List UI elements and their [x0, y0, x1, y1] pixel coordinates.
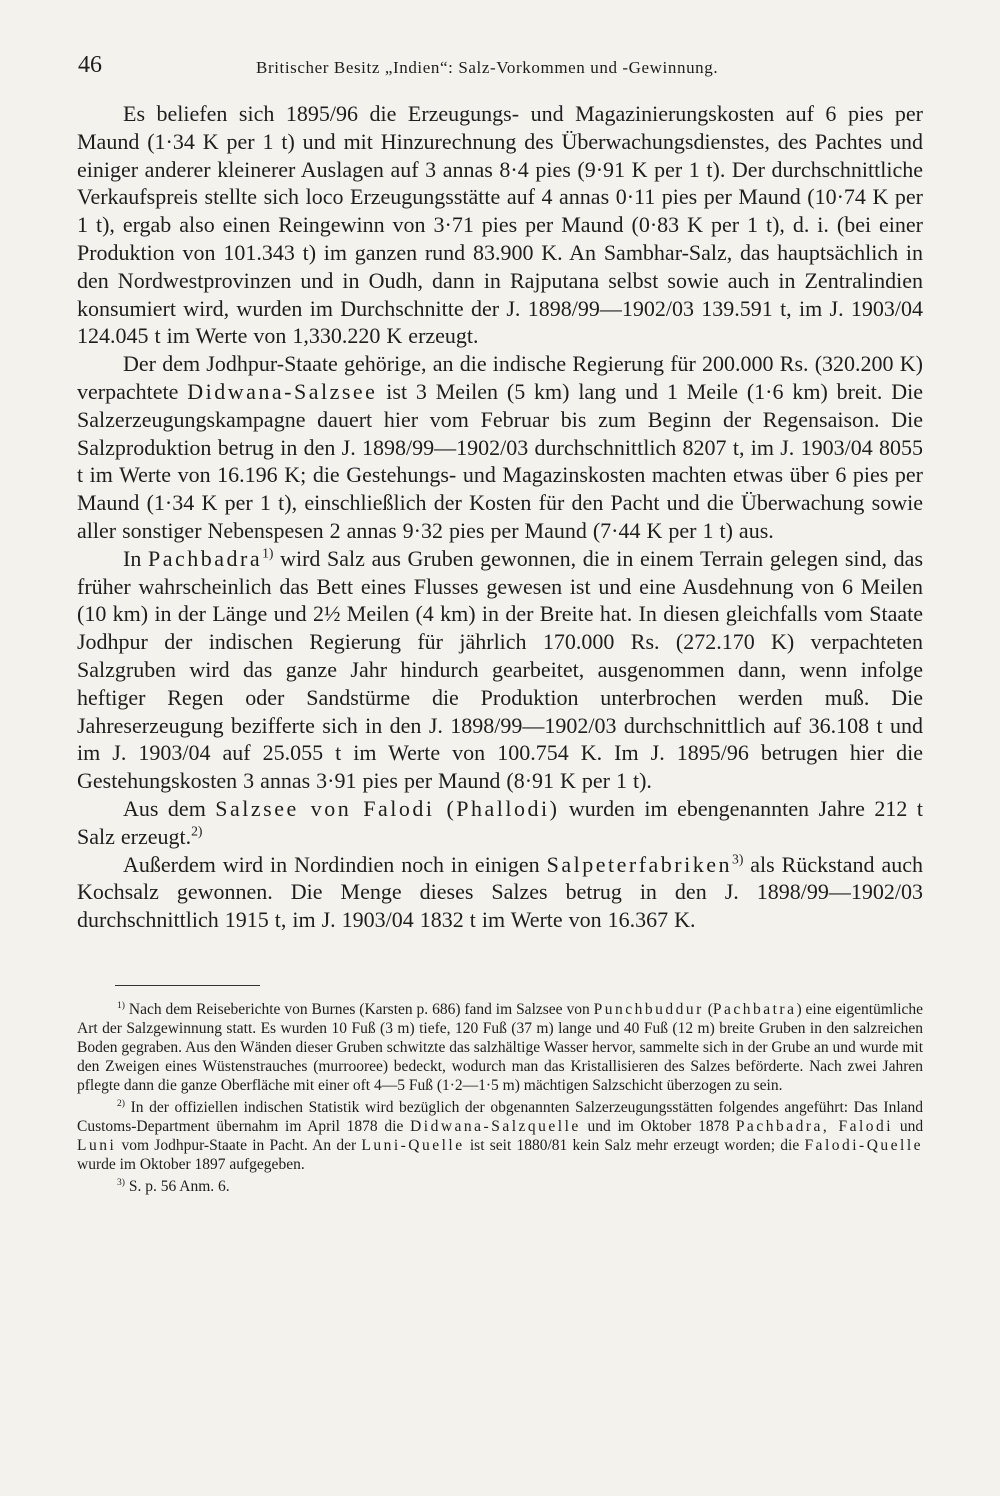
spaced-term: Pachbadra	[147, 545, 263, 571]
paragraph-costs-sambhar	[77, 100, 923, 350]
footnote-mark: 3)	[117, 1176, 125, 1188]
paragraph-didwana	[77, 350, 923, 545]
paragraph-text: Der dem Jodhpur-Staate gehörige, an die indische Regierung für 200.000 Rs. (320.200 K) verpachtete	[77, 351, 923, 404]
footnote-text: ist seit 1880/81 kein Salz mehr erzeugt worden; die	[469, 1137, 800, 1154]
spaced-term: Pachbatra	[712, 1001, 797, 1018]
footnote-text: und im Oktober 1878	[587, 1118, 730, 1135]
footnote-text: und	[899, 1118, 924, 1135]
spaced-term: Falodi-Quelle	[804, 1137, 924, 1154]
spaced-term: Luni-Quelle	[361, 1137, 465, 1154]
footnote-divider	[115, 985, 260, 986]
footnote-reference: 3)	[732, 851, 744, 867]
main-text	[77, 100, 923, 934]
paragraph-text: Es beliefen sich 1895/96 die Erzeugungs- und Magazinierungskosten auf 6 pies per Maund (1·34 K per 1 t) und mit Hinzurechnung des Überwachungsdienstes, des Pachtes und einiger anderer kleinerer Auslagen auf 3 annas 8·4 pies (9·91 K per 1 t). Der durchschnittliche Verkaufspreis stellte sich loco Erzeugungsstätte auf 4 annas 0·11 pies per Maund (10·74 K per 1 t), ergab also einen Reingewinn von 3·71 pies per Maund (0·83 K per 1 t), d. i. (bei einer Produktion von 101.343 t) im ganzen rund 83.900 K. An Sambhar-Salz, das hauptsächlich in den Nordwestprovinzen und in Oudh, dann in Rajputana selbst sowie auch in Zentralindien konsumiert wird, wurden im Durchschnitte der J. 1898/99—1902/03 139.591 t, im J. 1903/04 124.045 t im Werte von 1,330.220 K erzeugt.	[77, 101, 923, 349]
footnote-3	[77, 1177, 923, 1196]
footnote-mark: 2)	[117, 1097, 125, 1109]
footnote-text: In der offiziellen indischen Statistik wird bezüglich der obgenannten Salzerzeugungsstätten folgendes angeführt: Das Inland Customs-Department übernahm im April 1878 die	[77, 1099, 923, 1135]
footnote-reference: 1)	[262, 545, 274, 561]
footnote-text: S. p. 56 Anm. 6.	[128, 1178, 230, 1195]
page-number: 46	[78, 52, 102, 78]
paragraph-falodi	[77, 795, 923, 851]
footnote-mark: 1)	[117, 999, 125, 1011]
spaced-term: Salzsee von Falodi (Phallodi)	[215, 795, 560, 821]
paragraph-text: wird Salz aus Gruben gewonnen, die in einem Terrain gelegen sind, das früher wahrscheinlich das Bett eines Flusses gewesen ist und eine Ausdehnung von 6 Meilen (10 km) in der Länge und 2½ Meilen (4 km) in der Breite hat. In diesen gleichfalls vom Staate Jodhpur der indischen Regierung für jährlich 170.000 Rs. (272.170 K) verpachteten Salzgruben wird das ganze Jahr hindurch gearbeitet, ausgenommen dann, wenn infolge heftiger Regen oder Sandstürme die Produktion unterbrochen werden muß. Die Jahreserzeugung bezifferte sich in den J. 1898/99—1902/03 durchschnittlich auf 36.108 t und im J. 1903/04 auf 25.055 t im Werte von 100.754 K. Im J. 1895/96 betrugen hier die Gestehungskosten 3 annas 3·91 pies per Maund (8·91 K per 1 t).	[77, 545, 924, 794]
footnote-text: ) eine eigentümliche Art der Salzgewinnung statt. Es wurden 10 Fuß (3 m) tiefe, 120 Fuß (37 m) lange und 40 Fuß (12 m) breite Gruben in den salzreichen Boden gegraben. Aus den Wänden dieser Gruben schwitzte das salzhältige Wasser hervor, sammelte sich in der Grube an und wurde mit den Zweigen eines Wüstenstrauches (murrooree) bedeckt, wodurch man das Kristallisieren des Salzes beförderte. Nach zwei Jahren pflegte dann die ganze Oberfläche mit einer oft 4—5 Fuß (1·2—1·5 m) mächtigen Salzschicht überzogen zu sein.	[77, 1001, 924, 1094]
paragraph-pachbadra	[77, 545, 923, 795]
spaced-term: Punchbuddur	[593, 1001, 704, 1018]
paragraph-text: als Rückstand auch Kochsalz gewonnen. Die Menge dieses Salzes betrug in den J. 1898/99—1902/03 durchschnittlich 1915 t, im J. 1903/04 1832 t im Werte von 16.367 K.	[77, 851, 923, 933]
spaced-term: Didwana-Salzsee	[187, 378, 378, 404]
paragraph-salpeter	[77, 851, 923, 934]
paragraph-text: In	[123, 545, 142, 571]
footnote-text: vom Jodhpur-Staate in Pacht. An der	[121, 1137, 357, 1154]
footnote-text: Nach dem Reiseberichte von Burnes (Karsten p. 686) fand im Salzsee von	[128, 1001, 590, 1018]
spaced-term: Didwana-Salzquelle	[410, 1118, 581, 1135]
footnote-1	[77, 1000, 923, 1095]
footnote-text: (	[707, 1001, 713, 1018]
paragraph-text: wurden im ebengenannten Jahre 212 t Salz erzeugt.	[77, 795, 924, 849]
spaced-term: Luni	[77, 1137, 117, 1154]
footnote-reference: 2)	[191, 823, 203, 839]
footnotes	[77, 1000, 923, 1196]
spaced-term: Salpeterfabriken	[546, 851, 732, 877]
paragraph-text: ist 3 Meilen (5 km) lang und 1 Meile (1·6 km) breit. Die Salzerzeugungskampagne dauert hier vom Februar bis zum Beginn der Regensaison. Die Salzproduktion betrug in den J. 1898/99—1902/03 durchschnittlich 8207 t, im J. 1903/04 8055 t im Werte von 16.196 K; die Gestehungs- und Magazinskosten machten etwas über 6 pies per Maund (1·34 K per 1 t), einschließlich der Kosten für den Pacht und die Überwachung sowie aller sonstiger Nebenspesen 2 annas 9·32 pies per Maund (7·44 K per 1 t) aus.	[77, 378, 924, 543]
footnote-2	[77, 1098, 923, 1174]
footnote-text: wurde im Oktober 1897 aufgegeben.	[77, 1156, 305, 1173]
paragraph-text: Außerdem wird in Nordindien noch in einigen	[123, 851, 540, 877]
running-title: Britischer Besitz „Indien“: Salz-Vorkommen und -Gewinnung.	[256, 58, 719, 77]
paragraph-text: Aus dem	[123, 795, 206, 821]
spaced-term: Pachbadra, Falodi	[735, 1118, 894, 1135]
page-header	[78, 52, 924, 82]
